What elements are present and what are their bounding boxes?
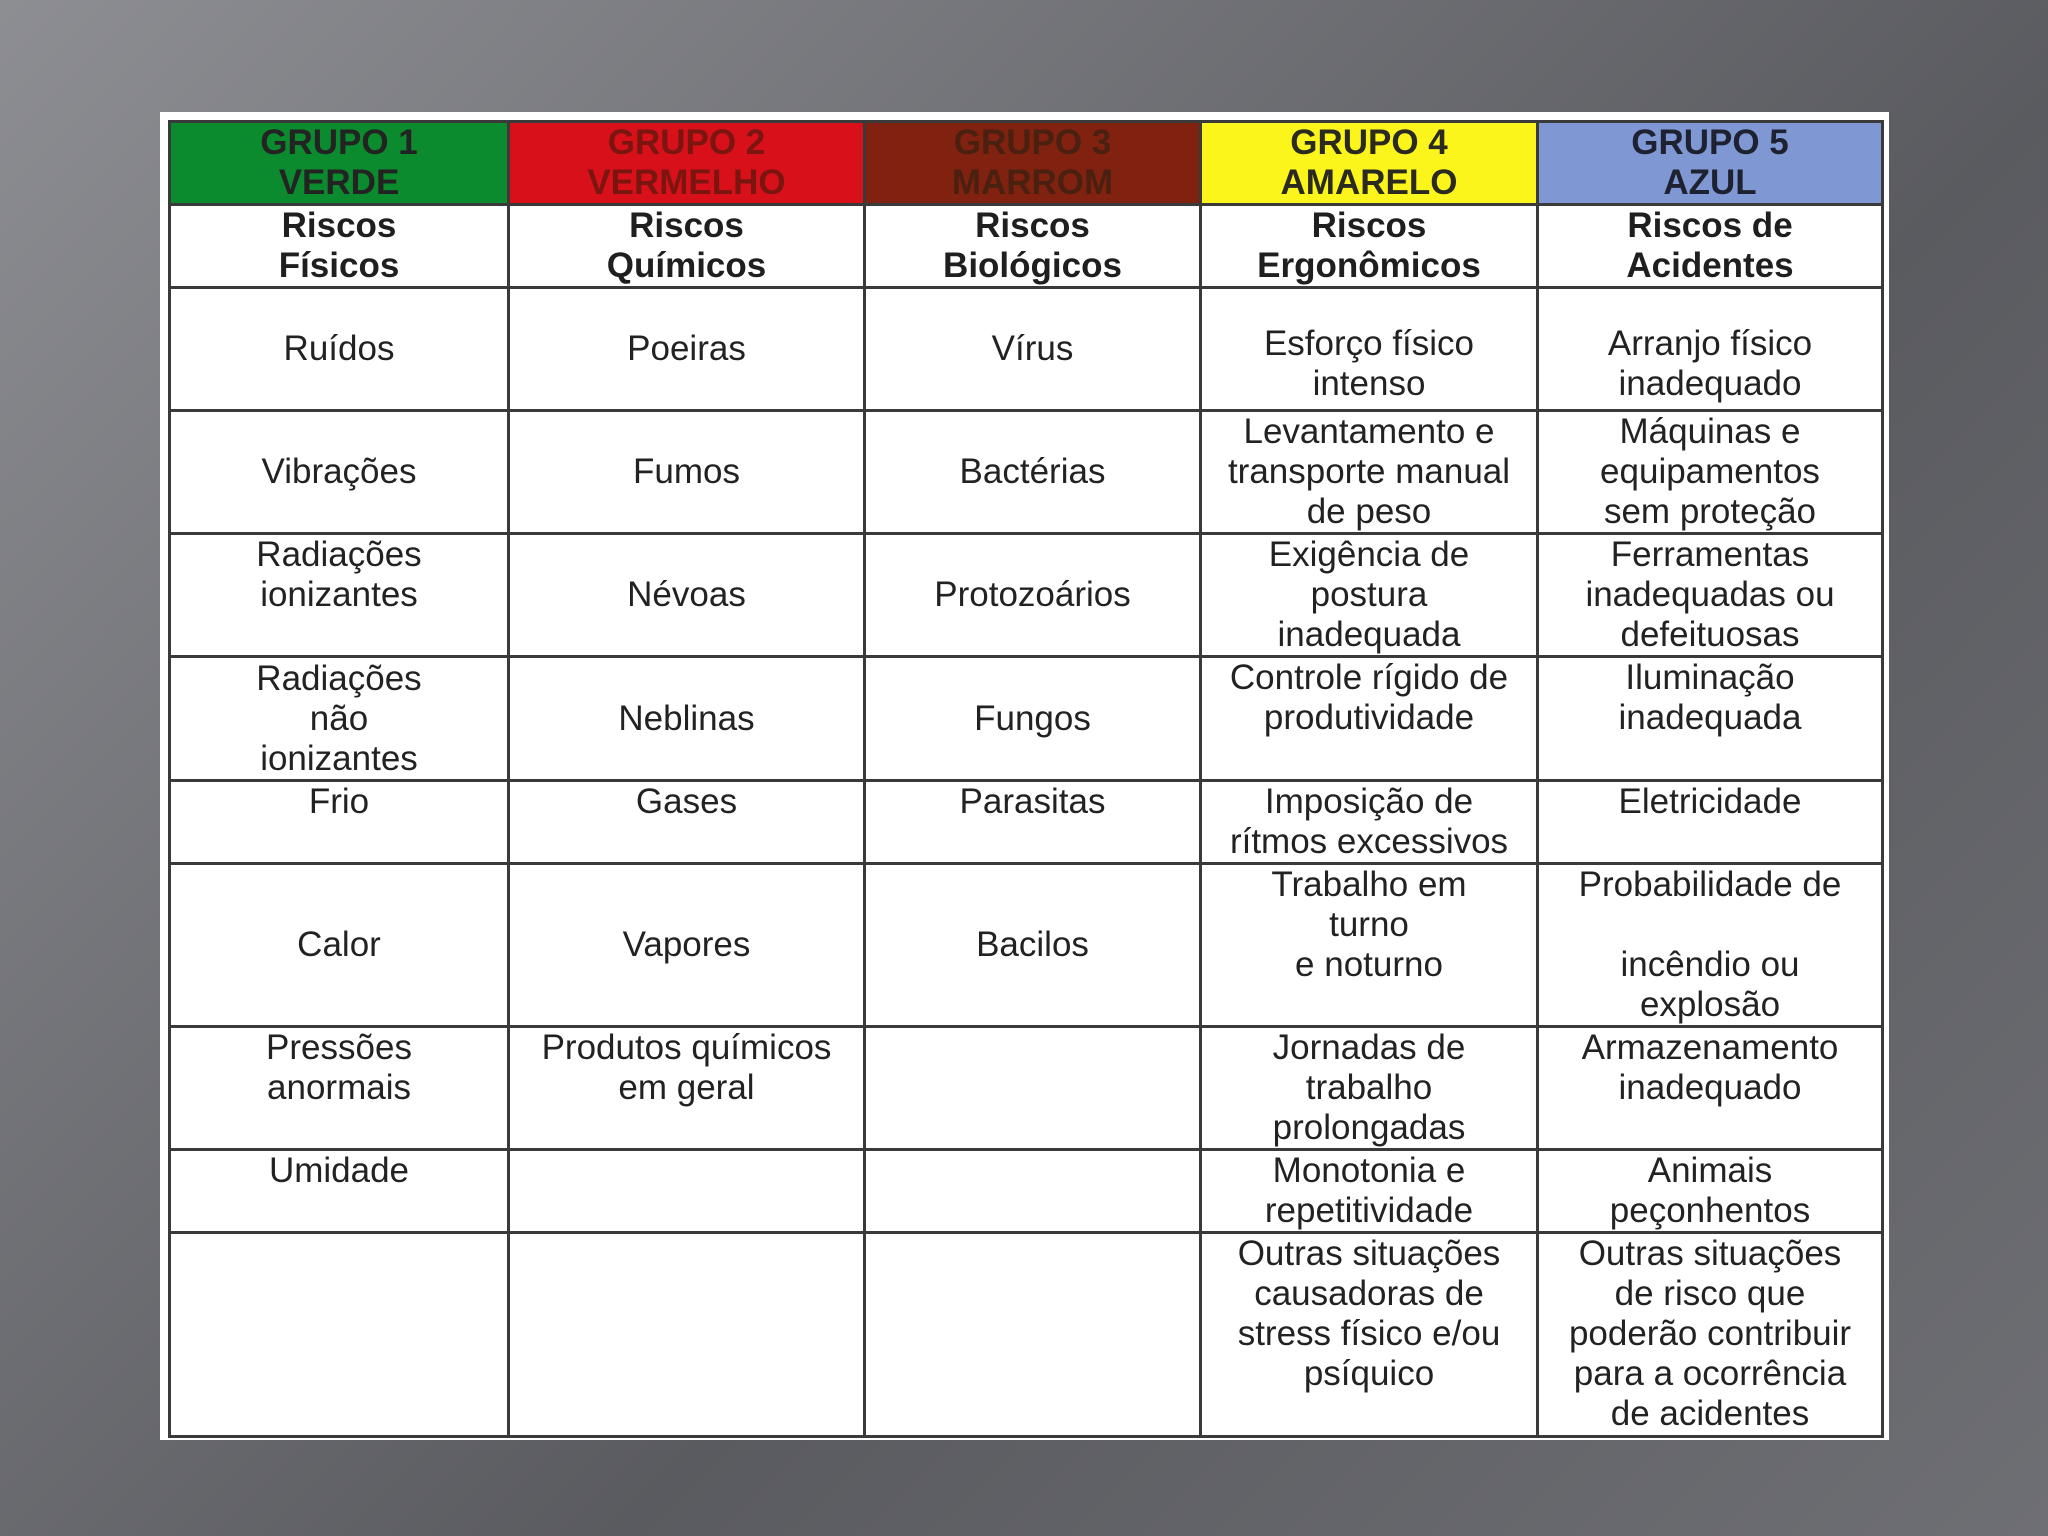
table-cell: Radiações ionizantes (170, 534, 509, 657)
table-cell: Armazenamento inadequado (1538, 1027, 1883, 1150)
table-cell: Poeiras (509, 288, 865, 411)
table-cell: Iluminação inadequada (1538, 657, 1883, 781)
table-cell: Jornadas de trabalho prolongadas (1201, 1027, 1538, 1150)
group-5-header: GRUPO 5 AZUL (1538, 122, 1883, 205)
table-cell: Vibrações (170, 411, 509, 534)
group-4-header: GRUPO 4 AMARELO (1201, 122, 1538, 205)
table-cell: Exigência de postura inadequada (1201, 534, 1538, 657)
table-cell: Monotonia e repetitividade (1201, 1150, 1538, 1233)
risk-table (168, 120, 1884, 1438)
group-3-header: GRUPO 3 MARROM (865, 122, 1201, 205)
table-row (170, 288, 1883, 411)
table-cell: Radiações não ionizantes (170, 657, 509, 781)
table-frame (160, 112, 1889, 1440)
table-cell: Frio (170, 781, 509, 864)
table-cell: Trabalho em turno e noturno (1201, 864, 1538, 1027)
table-cell (509, 1233, 865, 1437)
table-row (170, 1150, 1883, 1233)
table-row (170, 657, 1883, 781)
table-cell: Produtos químicos em geral (509, 1027, 865, 1150)
table-cell: Vírus (865, 288, 1201, 411)
risk-type-row (170, 205, 1883, 288)
table-cell: Vapores (509, 864, 865, 1027)
risk-type-header: Riscos Biológicos (865, 205, 1201, 288)
table-row (170, 1027, 1883, 1150)
table-cell (865, 1027, 1201, 1150)
table-cell (509, 1150, 865, 1233)
table-cell: Umidade (170, 1150, 509, 1233)
table-cell (865, 1150, 1201, 1233)
table-row (170, 864, 1883, 1027)
risk-type-header: Riscos Ergonômicos (1201, 205, 1538, 288)
risk-type-header: Riscos de Acidentes (1538, 205, 1883, 288)
table-row (170, 1233, 1883, 1437)
table-cell: Bactérias (865, 411, 1201, 534)
table-cell: Ferramentas inadequadas ou defeituosas (1538, 534, 1883, 657)
table-row (170, 781, 1883, 864)
group-1-header: GRUPO 1 VERDE (170, 122, 509, 205)
risk-type-header: Riscos Físicos (170, 205, 509, 288)
table-cell: Esforço físico intenso (1201, 288, 1538, 411)
table-cell: Máquinas e equipamentos sem proteção (1538, 411, 1883, 534)
table-cell: Protozoários (865, 534, 1201, 657)
table-row (170, 534, 1883, 657)
table-cell (170, 1233, 509, 1437)
table-cell: Névoas (509, 534, 865, 657)
table-cell: Probabilidade de incêndio ou explosão (1538, 864, 1883, 1027)
table-cell: Animais peçonhentos (1538, 1150, 1883, 1233)
table-cell: Imposição de rítmos excessivos (1201, 781, 1538, 864)
table-cell: Eletricidade (1538, 781, 1883, 864)
table-row (170, 411, 1883, 534)
table-cell: Controle rígido de produtividade (1201, 657, 1538, 781)
table-cell (865, 1233, 1201, 1437)
table-cell: Bacilos (865, 864, 1201, 1027)
risk-type-header: Riscos Químicos (509, 205, 865, 288)
table-cell: Neblinas (509, 657, 865, 781)
group-2-header: GRUPO 2 VERMELHO (509, 122, 865, 205)
table-cell: Outras situações de risco que poderão contribuir para a ocorrência de acidentes (1538, 1233, 1883, 1437)
table-cell: Levantamento e transporte manual de peso (1201, 411, 1538, 534)
table-cell: Calor (170, 864, 509, 1027)
table-cell: Fungos (865, 657, 1201, 781)
table-cell: Outras situações causadoras de stress físico e/ou psíquico (1201, 1233, 1538, 1437)
table-cell: Pressões anormais (170, 1027, 509, 1150)
group-header-row (170, 122, 1883, 205)
table-cell: Ruídos (170, 288, 509, 411)
table-cell: Fumos (509, 411, 865, 534)
table-cell: Gases (509, 781, 865, 864)
table-cell: Parasitas (865, 781, 1201, 864)
table-cell: Arranjo físico inadequado (1538, 288, 1883, 411)
